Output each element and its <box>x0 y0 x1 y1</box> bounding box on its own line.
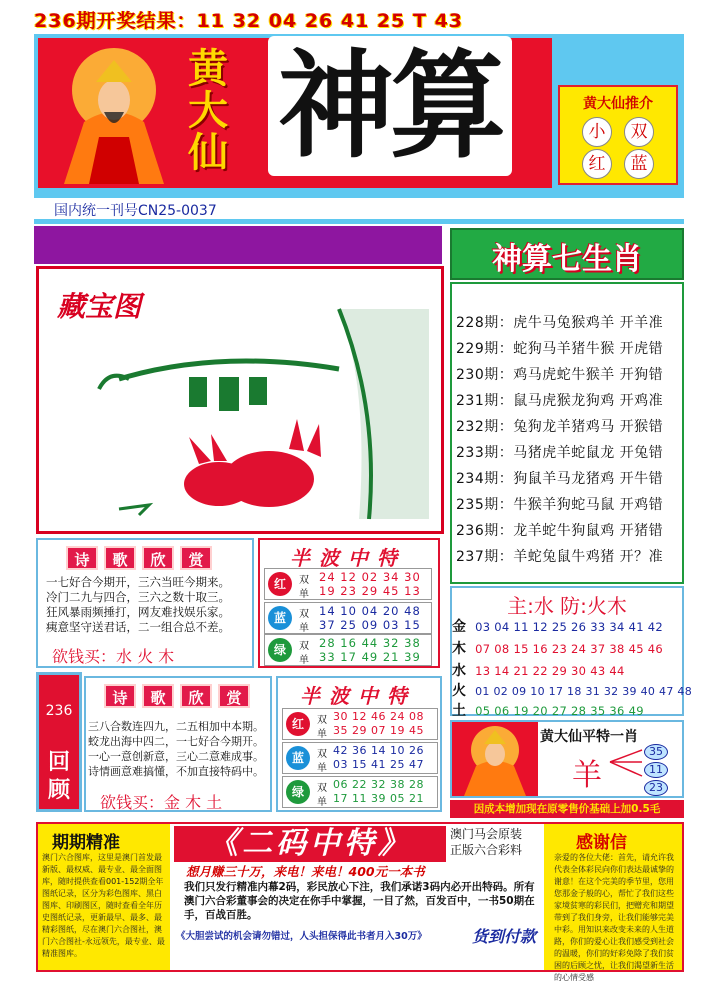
five-elements-title: 主:水 防:火木 <box>507 594 627 618</box>
deity-small-image <box>452 722 538 796</box>
two-code-subtitle <box>450 826 522 858</box>
seven-zodiac-title: 神算七生肖 <box>492 242 642 277</box>
label-single: 单 <box>317 797 327 808</box>
poem-line: 三八合数连四九，二五相加中本期。 <box>88 720 264 733</box>
left-column-title: 期期精准 <box>52 833 120 853</box>
issue-number: 国内统一刊号CN25-0037 <box>54 203 217 219</box>
half-wave-green <box>264 634 432 666</box>
left-column-text: 澳门六合图库，这里是澳门首发最新版、最权威、最专业、最全面图库，随时提供查看001-152期全年图纸记录，区分为彩色图库、黑白图库、印刷图区，随时查看全年历史图纸记录，更新最早、最多、最精彩图纸，尽在澳门六合图社，澳门六合图社-永远领先，最专业、最精准图库。 <box>42 853 165 958</box>
label-double: 双 <box>317 749 327 760</box>
element-label: 土 <box>452 703 466 719</box>
wave-numbers: 24 12 02 34 30 <box>319 570 421 584</box>
element-numbers: 01 02 09 10 17 18 31 32 39 40 47 48 <box>475 685 693 698</box>
wave-numbers: 14 10 04 20 48 <box>319 604 421 618</box>
recap-label: 回顾 <box>47 750 70 803</box>
zodiac-row: 232期：兔狗龙羊猪鸡马 开猴错 <box>456 419 664 435</box>
wave-numbers: 42 36 14 10 26 <box>333 744 424 757</box>
right-column-text: 亲爱的各位大佬：首先，请允许我代表全体彩民向你们表达最诚挚的谢意！在这个完美的季节里，您用您那金子般的心，帮忙了我们这些家境贫寒的彩民们，把赠充和期望带到了我们身旁，让我们能够完美中彩。用知识来改变未来的人生道路，你们的爱心让我们感受到社会的温暖，你们的好彩免除了我们贫困的后顾之忧，让我们渴望新生活的心情受感 <box>554 853 674 982</box>
treasure-map-title: 藏宝图 <box>57 290 142 323</box>
recap-issue-box <box>36 672 82 812</box>
poem-line: 诗情画意难搞懂，不加直接特码中。 <box>88 765 264 778</box>
wave-color-badge: 红 <box>286 712 310 736</box>
label-single: 单 <box>299 623 309 634</box>
element-row <box>452 660 692 680</box>
element-label: 水 <box>452 663 466 679</box>
element-row <box>452 680 692 700</box>
special-number: 35 <box>644 744 668 760</box>
poem-title-char: 欣 <box>180 684 212 708</box>
want-to-buy: 欲钱买：水 火 木 <box>52 647 175 666</box>
seven-zodiac-list <box>450 282 684 584</box>
footer-line: 《大胆尝试的机会请勿错过，人头担保得此书者月入30万》 <box>176 931 427 942</box>
wave-color-badge: 蓝 <box>286 746 310 770</box>
cash-on-delivery: 货到付款 <box>472 927 537 946</box>
right-column-title: 感谢信 <box>576 833 627 853</box>
two-code-sub-line: 正版六合彩料 <box>450 843 523 857</box>
poem-title <box>66 546 212 570</box>
zodiac-row: 229期：蛇狗马羊猪牛猴 开虎错 <box>456 341 664 357</box>
element-numbers: 03 04 11 12 25 26 33 34 41 42 <box>475 620 664 634</box>
zodiac-row: 230期：鸡马虎蛇牛猴羊 开狗错 <box>456 367 664 383</box>
wave-numbers: 28 16 44 32 38 <box>319 636 421 650</box>
wave-numbers: 33 17 49 21 39 <box>319 650 421 664</box>
wave-color-badge: 蓝 <box>268 606 292 630</box>
zodiac-row: 228期：虎牛马兔猴鸡羊 开羊准 <box>456 315 664 331</box>
poem-line: 一心一意创新意，三心二意难成事。 <box>88 750 264 763</box>
poem-line: 狂风暴雨频捶打，网友难找娱乐家。 <box>46 605 230 619</box>
half-wave-green <box>282 776 438 808</box>
wave-color-badge: 绿 <box>286 780 310 804</box>
wave-numbers: 37 25 09 03 15 <box>319 618 421 632</box>
special-zodiac-title: 黄大仙平特一肖 <box>540 729 638 745</box>
element-label: 木 <box>452 641 466 657</box>
wave-numbers: 03 15 41 25 47 <box>333 758 424 771</box>
element-row <box>452 616 692 636</box>
label-double: 双 <box>299 609 309 620</box>
half-wave-title: 半波中特 <box>300 684 416 708</box>
wave-numbers: 17 11 39 05 21 <box>333 792 424 805</box>
zodiac-row: 231期：鼠马虎猴龙狗鸡 开鸡准 <box>456 393 664 409</box>
label-single: 单 <box>317 763 327 774</box>
recommend-cell-even: 双 <box>624 117 654 147</box>
element-label: 金 <box>452 619 466 635</box>
zodiac-row: 233期：马猪虎羊蛇鼠龙 开兔错 <box>456 445 664 461</box>
label-double: 双 <box>299 641 309 652</box>
issue-number-bar <box>34 195 684 219</box>
zodiac-row: 235期：牛猴羊狗蛇马鼠 开鸡错 <box>456 497 664 513</box>
want-to-buy: 欲钱买：金 木 土 <box>100 793 223 812</box>
recommend-cell-red: 红 <box>582 149 612 179</box>
brand-huangdaxian: 黄大仙 <box>188 45 228 176</box>
treasure-map <box>36 266 444 534</box>
wave-numbers: 19 23 29 45 13 <box>319 584 421 598</box>
wave-color-badge: 绿 <box>268 638 292 662</box>
element-label: 火 <box>452 683 466 699</box>
seven-zodiac-title-box <box>450 228 684 280</box>
draw-result-line: 236期开奖结果：11 32 04 26 41 25 T 43 <box>34 10 464 32</box>
element-numbers: 07 08 15 16 23 24 37 38 45 46 <box>475 642 664 656</box>
poem-line: 痍意坚守送君话，二一组合总不差。 <box>46 620 230 634</box>
special-zodiac-animal: 羊 <box>572 758 602 793</box>
label-single: 单 <box>299 589 309 600</box>
poem-title-char: 诗 <box>104 684 136 708</box>
wave-numbers: 30 12 46 24 08 <box>333 710 424 723</box>
poem-title-char: 诗 <box>66 546 98 570</box>
label-double: 双 <box>299 575 309 586</box>
price-note: 因成本增加现在原零售价基础上加0.5毛 <box>450 800 684 818</box>
special-number: 23 <box>644 780 668 796</box>
brand-shensuan: 神算 <box>268 36 512 176</box>
recommend-box <box>558 85 678 185</box>
poem-box-recap <box>84 676 272 812</box>
recommend-title: 黄大仙推介 <box>583 96 653 112</box>
poem-title-char: 欣 <box>142 546 174 570</box>
zodiac-row: 234期：狗鼠羊马龙猪鸡 开牛错 <box>456 471 664 487</box>
zodiac-row: 237期：羊蛇兔鼠牛鸡猪 开？准 <box>456 549 664 565</box>
recommend-cell-blue: 蓝 <box>624 149 654 179</box>
treasure-map-drawing <box>39 269 441 531</box>
poem-line: 蛟龙出海中四二，一七好合今期开。 <box>88 735 264 748</box>
poem-title-char: 歌 <box>142 684 174 708</box>
half-wave-current <box>258 538 440 668</box>
half-wave-blue <box>282 742 438 774</box>
recap-issue-number: 236 <box>45 703 73 719</box>
label-double: 双 <box>317 783 327 794</box>
hot-line: 想月赚三十万，来电！来电！400元一本书 <box>186 864 425 879</box>
label-single: 单 <box>299 655 309 666</box>
recommend-cell-small: 小 <box>582 117 612 147</box>
poem-line: 一七好合今期开，三六当旺今期来。 <box>46 575 230 589</box>
label-double: 双 <box>317 715 327 726</box>
half-wave-title: 半波中特 <box>290 546 406 570</box>
half-wave-red <box>264 568 432 600</box>
half-wave-recap <box>276 676 442 812</box>
special-number: 11 <box>644 762 668 778</box>
poem-title <box>104 684 250 708</box>
wave-numbers: 06 22 32 38 28 <box>333 778 424 791</box>
element-numbers: 13 14 21 22 29 30 43 44 <box>475 664 625 678</box>
element-row <box>452 638 692 658</box>
poem-line: 冷门二九与四合，三六之数十取三。 <box>46 590 230 604</box>
half-wave-blue <box>264 602 432 634</box>
element-numbers: 05 06 19 20 27 28 35 36 49 <box>475 704 644 718</box>
two-code-sub-line: 澳门马会原装 <box>450 827 523 841</box>
poem-title-char: 歌 <box>104 546 136 570</box>
label-single: 单 <box>317 729 327 740</box>
purple-bar <box>34 226 442 264</box>
two-code-body: 我们只发行精准内幕2码，彩民放心下注，我们承诺3码内必开出特码。所有澳门六合彩董事会的决定在你手中掌握，一目了然，百发百中，一书50期在手，百战百胜。 <box>184 881 535 921</box>
two-code-banner: 《二码中特》 <box>174 826 446 862</box>
wave-color-badge: 红 <box>268 572 292 596</box>
element-row <box>452 700 692 720</box>
half-wave-red <box>282 708 438 740</box>
poem-title-char: 赏 <box>180 546 212 570</box>
wave-numbers: 35 29 07 19 45 <box>333 724 424 737</box>
poem-box-current <box>36 538 254 668</box>
poem-title-char: 赏 <box>218 684 250 708</box>
deity-image <box>44 42 184 184</box>
zodiac-row: 236期：龙羊蛇牛狗鼠鸡 开猪错 <box>456 523 664 539</box>
arrow-lines <box>608 746 644 780</box>
